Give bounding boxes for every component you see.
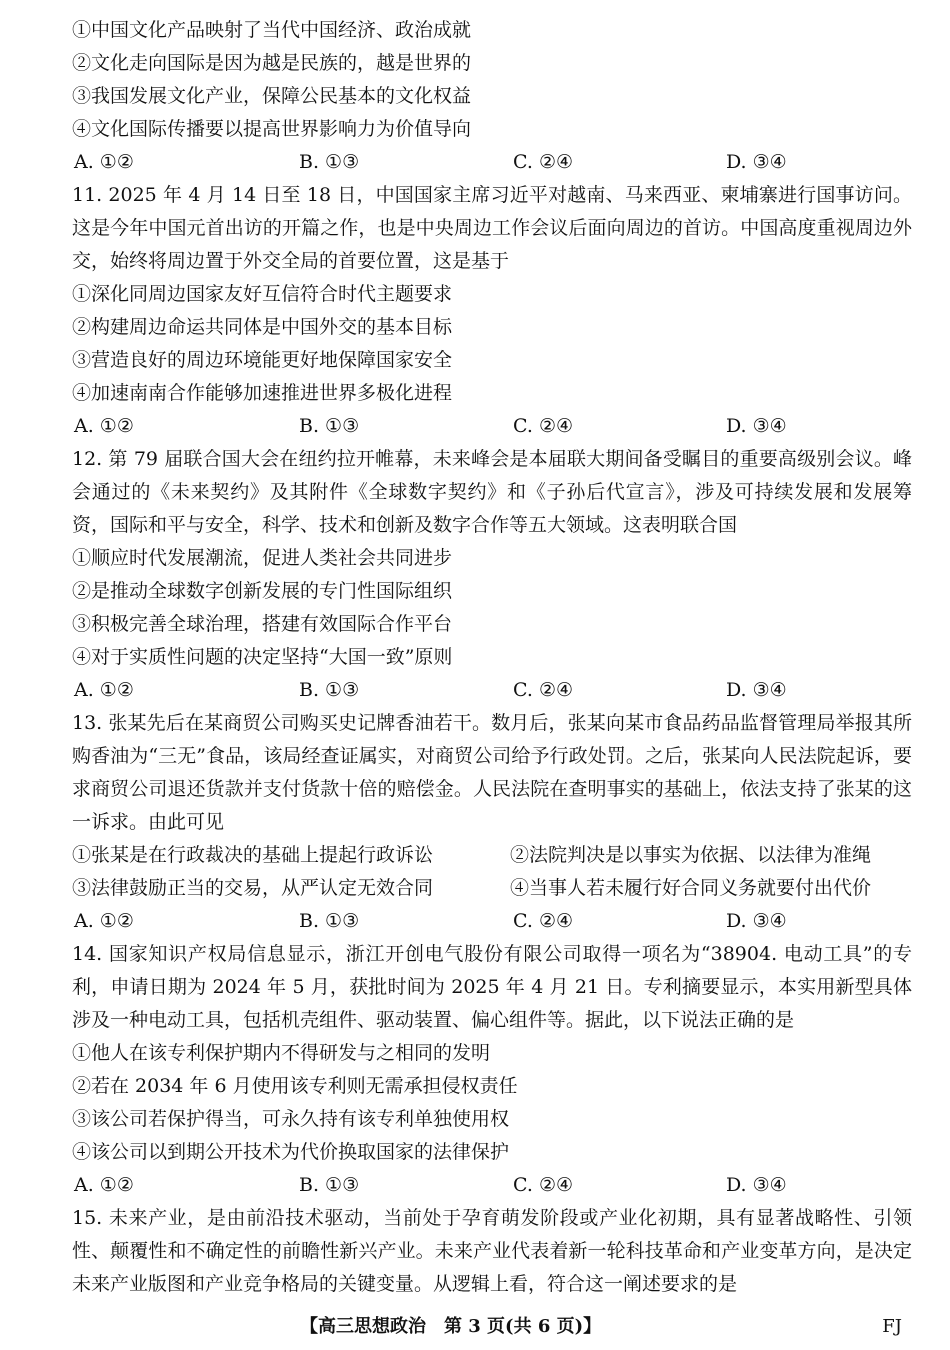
q12-option-b: B. ①③ [299,679,360,701]
q14-statement-3: ③该公司若保护得当，可永久持有该专利单独使用权 [72,1108,510,1130]
q10-statement-2: ②文化走向国际是因为越是民族的，越是世界的 [72,52,472,74]
q11-statement-1: ①深化同周边国家友好互信符合时代主题要求 [72,283,453,305]
q10-option-b: B. ①③ [299,151,360,173]
q10-statement-1: ①中国文化产品映射了当代中国经济、政治成就 [72,19,472,41]
q11-option-c: C. ②④ [513,415,574,437]
footer-region-code: FJ [882,1316,902,1337]
q13-statement-4: ④当事人若未履行好合同义务就要付出代价 [510,877,872,899]
q13-statement-2: ②法院判决是以事实为依据、以法律为准绳 [510,844,872,866]
q11-option-d: D. ③④ [726,415,787,437]
q11-stem: 11. 2025 年 4 月 14 日至 18 日，中国国家主席习近平对越南、马来西亚、柬埔寨进行国事访问。这是今年中国元首出访的开篇之作，也是中央周边工作会议后面向周边的首访。中国高度重视周边外交，始终将周边置于外交全局的首要位置，这是基于 [72,184,912,272]
q13-stem: 13. 张某先后在某商贸公司购买史记牌香油若干。数月后，张某向某市食品药品监督管理局举报其所购香油为“三无”食品，该局经查证属实，对商贸公司给予行政处罚。之后，张某向人民法院起诉，要求商贸公司退还货款并支付货款十倍的赔偿金。人民法院在查明事实的基础上，依法支持了张某的这一诉求。由此可见 [72,712,912,833]
q12-statement-2: ②是推动全球数字创新发展的专门性国际组织 [72,580,453,602]
q11-statement-3: ③营造良好的周边环境能更好地保障国家安全 [72,349,453,371]
q10-option-c: C. ②④ [513,151,574,173]
q12-statement-4: ④对于实质性问题的决定坚持“大国一致”原则 [72,646,453,668]
q13-option-a: A. ①② [74,910,134,932]
q11-option-a: A. ①② [74,415,134,437]
q13-statement-3: ③法律鼓励正当的交易，从严认定无效合同 [72,877,434,899]
q14-option-d: D. ③④ [726,1174,787,1196]
q12-stem: 12. 第 79 届联合国大会在纽约拉开帷幕，未来峰会是本届联大期间备受瞩目的重要高级别会议。峰会通过的《未来契约》及其附件《全球数字契约》和《子孙后代宣言》，涉及可持续发展和发展筹资，国际和平与安全，科学、技术和创新及数字合作等五大领域。这表明联合国 [72,448,912,536]
q13-statement-1: ①张某是在行政裁决的基础上提起行政诉讼 [72,844,434,866]
q14-statement-2: ②若在 2034 年 6 月使用该专利则无需承担侵权责任 [72,1075,518,1097]
q12-option-a: A. ①② [74,679,134,701]
q10-option-d: D. ③④ [726,151,787,173]
q14-option-a: A. ①② [74,1174,134,1196]
q12-statement-1: ①顺应时代发展潮流，促进人类社会共同进步 [72,547,453,569]
q10-statement-4: ④文化国际传播要以提高世界影响力为价值导向 [72,118,472,140]
footer-page-info: 【高三思想政治 第 3 页(共 6 页)】 [300,1316,602,1337]
q15-stem: 15. 未来产业，是由前沿技术驱动，当前处于孕育萌发阶段或产业化初期，具有显著战略性、引领性、颠覆性和不确定性的前瞻性新兴产业。未来产业代表着新一轮科技革命和产业变革方向，是决定未来产业版图和产业竞争格局的关键变量。从逻辑上看，符合这一阐述要求的是 [72,1207,912,1295]
q12-statement-3: ③积极完善全球治理，搭建有效国际合作平台 [72,613,453,635]
page-footer [0,1312,950,1342]
q14-option-c: C. ②④ [513,1174,574,1196]
q10-option-a: A. ①② [74,151,134,173]
q13-option-d: D. ③④ [726,910,787,932]
q10-statement-3: ③我国发展文化产业，保障公民基本的文化权益 [72,85,472,107]
q14-stem: 14. 国家知识产权局信息显示，浙江开创电气股份有限公司取得一项名为“38904. 电动工具”的专利，申请日期为 2024 年 5 月，获批时间为 2025 年 4 月 21 日。专利摘要显示，本实用新型具体涉及一种电动工具，包括机壳组件、驱动装置、偏心组件等。据此，以下说法正确的是 [72,943,912,1031]
q14-statement-1: ①他人在该专利保护期内不得研发与之相同的发明 [72,1042,491,1064]
q13-option-b: B. ①③ [299,910,360,932]
q11-statement-4: ④加速南南合作能够加速推进世界多极化进程 [72,382,453,404]
q12-option-d: D. ③④ [726,679,787,701]
q12-option-c: C. ②④ [513,679,574,701]
q14-option-b: B. ①③ [299,1174,360,1196]
q14-statement-4: ④该公司以到期公开技术为代价换取国家的法律保护 [72,1141,510,1163]
q13-option-c: C. ②④ [513,910,574,932]
q11-option-b: B. ①③ [299,415,360,437]
q11-statement-2: ②构建周边命运共同体是中国外交的基本目标 [72,316,453,338]
